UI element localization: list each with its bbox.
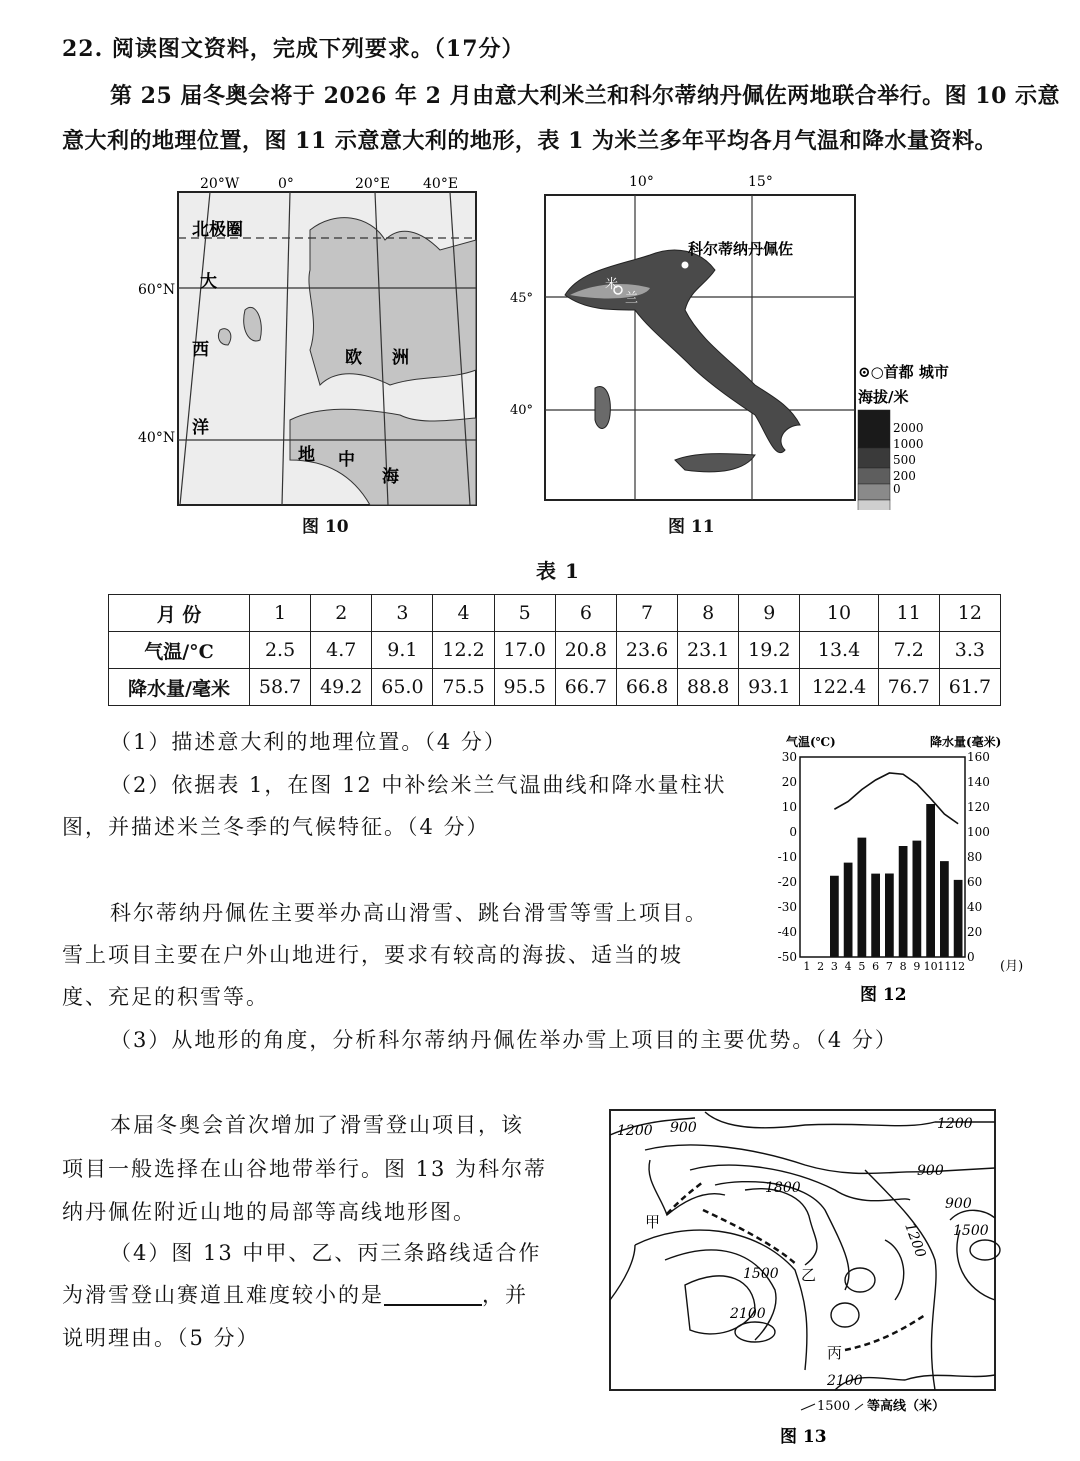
x-tick-label: 1 xyxy=(803,960,811,973)
figure-12-chart xyxy=(760,730,1050,1020)
table-cell: 气温/°C xyxy=(109,632,250,669)
precipitation-bar xyxy=(858,838,867,957)
lat-label: 40°N xyxy=(138,430,176,446)
left-tick-label: -10 xyxy=(777,850,797,864)
left-axis-label: 气温(℃) xyxy=(786,735,836,749)
legend-swatch xyxy=(858,410,890,448)
table-cell: 95.5 xyxy=(494,669,555,706)
x-tick-label: 4 xyxy=(844,960,852,973)
table-cell: 降水量/毫米 xyxy=(109,669,250,706)
legend-level: 200 xyxy=(893,469,916,483)
right-tick-label: 20 xyxy=(967,925,983,939)
legend-title: 海拔/米 xyxy=(858,388,909,406)
question-4 xyxy=(62,1285,528,1306)
map-label: 海 xyxy=(382,467,399,487)
table-cell: 13.4 xyxy=(800,632,878,669)
table-cell: 月 份 xyxy=(109,595,250,632)
legend-swatch xyxy=(858,484,890,500)
left-tick-label: 0 xyxy=(789,825,797,839)
legend-swatch xyxy=(858,468,890,484)
legend-value: 1500 xyxy=(817,1399,851,1414)
table-cell: 2.5 xyxy=(250,632,311,669)
table-cell: 88.8 xyxy=(678,669,739,706)
table-row-precipitation xyxy=(109,669,1001,706)
contour-label: 900 xyxy=(945,1196,972,1212)
lon-label: 20°E xyxy=(355,176,391,192)
table-cell: 7 xyxy=(616,595,677,632)
question-4: （4）图 13 中甲、乙、丙三条路线适合作 xyxy=(110,1241,542,1265)
table-cell: 4 xyxy=(433,595,494,632)
legend-cities: ⊙○首都 城市 xyxy=(858,363,949,381)
city-label-milan: 兰 xyxy=(625,291,639,306)
question-2: 图，并描述米兰冬季的气候特征。（4 分） xyxy=(62,815,490,839)
contour-label: 2100 xyxy=(730,1306,766,1322)
table-cell: 76.7 xyxy=(878,669,939,706)
right-axis-label: 降水量(毫米) xyxy=(930,735,1002,749)
table-cell: 75.5 xyxy=(433,669,494,706)
map-label: 中 xyxy=(338,450,355,470)
paragraph: 纳丹佩佐附近山地的局部等高线地形图。 xyxy=(62,1200,476,1224)
climate-table xyxy=(108,594,1001,706)
lon-label: 40°E xyxy=(423,176,459,192)
legend-text: 等高线（米） xyxy=(867,1399,946,1414)
table-cell: 5 xyxy=(494,595,555,632)
left-tick-label: -20 xyxy=(777,875,797,889)
table-cell: 10 xyxy=(800,595,878,632)
right-tick-label: 120 xyxy=(967,800,990,814)
map-label: 欧 xyxy=(345,348,362,368)
question-4-text: 为滑雪登山赛道且难度较小的是 xyxy=(62,1283,384,1307)
legend-level: 1000 xyxy=(893,437,924,451)
table-cell: 12.2 xyxy=(433,632,494,669)
precipitation-bar xyxy=(913,841,922,957)
x-tick-label: 8 xyxy=(899,960,907,973)
table-row-temperature xyxy=(109,632,1001,669)
contour-label: 1500 xyxy=(743,1266,779,1282)
paragraph: 雪上项目主要在户外山地进行，要求有较高的海拔、适当的坡 xyxy=(62,943,683,967)
contour-label: 1200 xyxy=(937,1116,973,1132)
question-header: 22. 阅读图文资料，完成下列要求。（17分） xyxy=(62,36,525,62)
table-cell: 9 xyxy=(739,595,800,632)
right-tick-label: 60 xyxy=(967,875,983,889)
map-label: 洋 xyxy=(192,418,209,438)
paragraph: 本届冬奥会首次增加了滑雪登山项目，该 xyxy=(110,1113,524,1137)
x-tick-label: 5 xyxy=(858,960,866,973)
contour-label: 1200 xyxy=(901,1220,929,1260)
left-tick-label: 10 xyxy=(781,800,797,814)
right-tick-label: 100 xyxy=(967,825,990,839)
map-label: 西 xyxy=(192,340,209,360)
x-tick-label: 3 xyxy=(830,960,838,973)
x-tick-label: 12 xyxy=(951,960,966,973)
elevation-legend xyxy=(858,410,924,510)
left-tick-label: -40 xyxy=(777,925,797,939)
paragraph: 度、充足的积雪等。 xyxy=(62,985,269,1009)
route-label-yi: 乙 xyxy=(801,1266,817,1284)
table-cell: 2 xyxy=(311,595,372,632)
precipitation-bar xyxy=(844,863,853,957)
table-cell: 3.3 xyxy=(939,632,1000,669)
contour-label: 900 xyxy=(670,1120,697,1136)
table-cell: 23.1 xyxy=(678,632,739,669)
left-tick-label: 30 xyxy=(781,750,797,764)
table-cell: 1 xyxy=(250,595,311,632)
lat-label: 40° xyxy=(510,403,534,418)
map-label-arctic-circle: 北极圈 xyxy=(192,220,243,240)
legend-swatch xyxy=(858,500,890,510)
city-label-milan: 米 xyxy=(605,277,619,292)
question-3: （3）从地形的角度，分析科尔蒂纳丹佩佐举办雪上项目的主要优势。（4 分） xyxy=(110,1028,898,1052)
lat-label: 45° xyxy=(510,291,534,306)
left-tick-label: -30 xyxy=(777,900,797,914)
right-tick-label: 80 xyxy=(967,850,983,864)
table-cell: 93.1 xyxy=(739,669,800,706)
table-cell: 8 xyxy=(678,595,739,632)
map-label: 大 xyxy=(200,272,217,292)
precipitation-bar xyxy=(940,861,949,957)
lon-label: 20°W xyxy=(200,176,240,192)
paragraph: 科尔蒂纳丹佩佐主要举办高山滑雪、跳台滑雪等雪上项目。 xyxy=(110,901,708,925)
x-tick-label: 2 xyxy=(817,960,825,973)
precipitation-bar xyxy=(830,876,839,957)
table-cell: 61.7 xyxy=(939,669,1000,706)
legend-level: 2000 xyxy=(893,421,924,435)
table-cell: 66.7 xyxy=(555,669,616,706)
table-cell: 17.0 xyxy=(494,632,555,669)
figure-12-caption: 图 12 xyxy=(860,985,907,1005)
question-4: 说明理由。（5 分） xyxy=(62,1326,260,1350)
right-tick-label: 140 xyxy=(967,775,990,789)
route-label-jia: 甲 xyxy=(645,1213,661,1231)
right-tick-label: 40 xyxy=(967,900,983,914)
route-label-bing: 丙 xyxy=(827,1344,843,1362)
figure-13-caption: 图 13 xyxy=(780,1427,827,1447)
paragraph: 项目一般选择在山谷地带举行。图 13 为科尔蒂 xyxy=(62,1157,548,1181)
answer-blank[interactable] xyxy=(384,1286,482,1306)
map-label: 洲 xyxy=(392,348,409,368)
lon-label: 15° xyxy=(748,174,773,190)
table-cell: 9.1 xyxy=(372,632,433,669)
question-1: （1）描述意大利的地理位置。（4 分） xyxy=(110,730,507,754)
left-tick-label: 20 xyxy=(781,775,797,789)
contour-label: 1800 xyxy=(765,1180,801,1196)
x-tick-label: 10 xyxy=(923,960,938,973)
contour-label: 1500 xyxy=(953,1223,989,1239)
precipitation-bar xyxy=(885,874,894,958)
table-cell: 3 xyxy=(372,595,433,632)
table-cell: 4.7 xyxy=(311,632,372,669)
table-cell: 65.0 xyxy=(372,669,433,706)
table-cell: 12 xyxy=(939,595,1000,632)
right-tick-label: 0 xyxy=(967,950,975,964)
contour-label: 900 xyxy=(917,1163,944,1179)
map-label: 地 xyxy=(298,445,315,465)
table-title: 表 1 xyxy=(536,559,580,583)
figure-11-caption: 图 11 xyxy=(668,517,715,537)
table-cell: 58.7 xyxy=(250,669,311,706)
precipitation-bar xyxy=(871,874,880,957)
lon-label: 10° xyxy=(629,174,654,190)
contour-label: 1200 xyxy=(617,1123,653,1139)
left-tick-label: -50 xyxy=(777,950,797,964)
city-label-cortina: 科尔蒂纳丹佩佐 xyxy=(688,240,794,258)
intro-text: 意大利的地理位置，图 11 示意意大利的地形，表 1 为米兰多年平均各月气温和降水量资料。 xyxy=(62,128,998,154)
table-cell: 23.6 xyxy=(616,632,677,669)
precipitation-bar xyxy=(926,804,935,957)
table-cell: 20.8 xyxy=(555,632,616,669)
precipitation-bar xyxy=(899,846,908,957)
x-tick-label: 7 xyxy=(885,960,893,973)
contour-label: 2100 xyxy=(827,1373,863,1389)
legend-level: 500 xyxy=(893,453,916,467)
question-2: （2）依据表 1，在图 12 中补绘米兰气温曲线和降水量柱状 xyxy=(110,773,727,797)
x-tick-label: 9 xyxy=(913,960,921,973)
table-cell: 11 xyxy=(878,595,939,632)
table-header-row xyxy=(109,595,1001,632)
x-tick-label: 6 xyxy=(872,960,880,973)
legend-contour-icon xyxy=(801,1404,815,1410)
table-cell: 49.2 xyxy=(311,669,372,706)
figure-10-caption: 图 10 xyxy=(302,517,349,537)
table-cell: 19.2 xyxy=(739,632,800,669)
precipitation-bar xyxy=(954,880,963,957)
lat-label: 60°N xyxy=(138,282,176,298)
right-tick-label: 160 xyxy=(967,750,990,764)
table-cell: 6 xyxy=(555,595,616,632)
table-cell: 122.4 xyxy=(800,669,878,706)
lon-label: 0° xyxy=(278,176,294,192)
legend-level: 0 xyxy=(893,482,901,496)
table-cell: 66.8 xyxy=(616,669,677,706)
x-axis-label: (月) xyxy=(1000,959,1024,974)
intro-text: 第 25 届冬奥会将于 2026 年 2 月由意大利米兰和科尔蒂纳丹佩佐两地联合举行。图 10 示意 xyxy=(110,83,1061,109)
table-cell: 7.2 xyxy=(878,632,939,669)
x-tick-label: 11 xyxy=(937,960,952,973)
temperature-line xyxy=(834,773,958,824)
legend-swatch xyxy=(858,448,890,468)
question-4-text: ，并 xyxy=(482,1283,528,1307)
